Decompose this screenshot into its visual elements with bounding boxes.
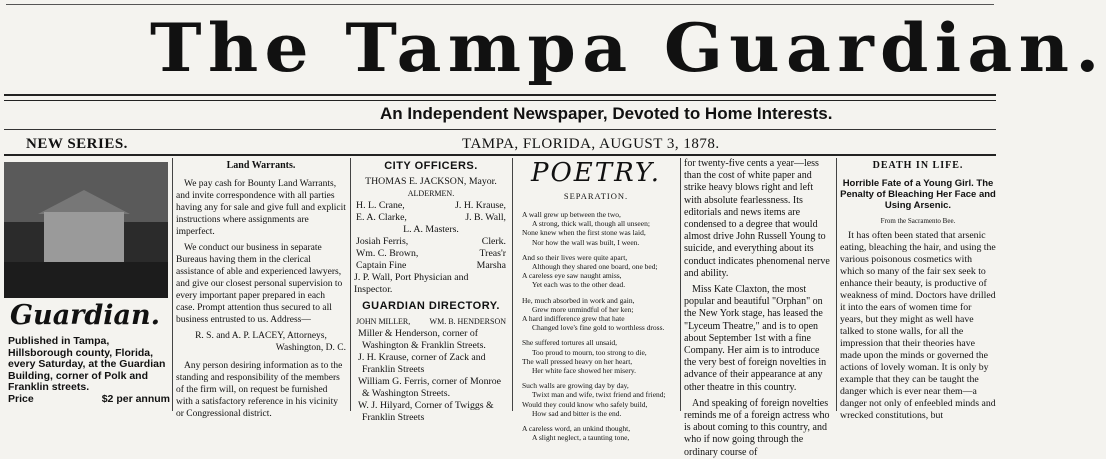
poem-stanza [522,210,676,247]
poetry-column [516,158,676,443]
land-warrants-place: Washington, D. C. [275,343,346,353]
alderman-left: H. L. Crane, [356,200,405,211]
alderman-center: L. A. Masters. [403,224,459,235]
dateline: TAMPA, FLORIDA, AUGUST 3, 1878. [462,136,720,152]
poem-line: How sad and bitter is the end. [532,408,622,418]
news-column [684,158,832,458]
poem-line: Yet each was to the other dead. [532,280,626,290]
poem-stanza [522,424,676,442]
poem-stanza [522,381,676,418]
directory-entry: Miller & Henderson, corner of Washington & Franklin Streets. [358,328,486,351]
directory-entry: W. J. Hilyard, Corner of Twiggs & Franklin Streets [358,400,494,423]
poem-line: He, much absorbed in work and gain, [522,295,635,305]
poem-stanza [522,338,676,375]
directory-heading: GUARDIAN DIRECTORY. [362,300,500,312]
poem-line: Too proud to mourn, too strong to die, [532,347,647,357]
engraving-building [44,212,124,262]
engraving-roof [38,190,130,214]
article-paragraph: It has often been stated that arsenic eating, bleaching the hair, and using the various poisonous cosmetics with which so many of the fair sex seek to enhance their beauty, is productive of weakness of mind. Doctors have drilled it into the ears of women time for years, but they might as well have talked to stone walls, for all the impression that their theories have made upon the minds or governed the actions of lovely woman. It is only by example that they can be taught the danger which is ever near them—a danger not only of enfeebled minds and wrecked constitutions, but [840,230,996,421]
poem-stanza [522,296,676,333]
poem-line: And so their lives were quite apart, [522,252,628,262]
poem-line: Twixt man and wife, twixt friend and friend; [532,390,666,400]
tagline-rule [4,129,996,130]
alderman-right: J. B. Wall, [465,212,506,223]
poem-line: A careless word, an unkind thought, [522,424,631,434]
newspaper-title: The Tampa Guardian. [150,9,1106,87]
poem-line: Changed love's fine gold to worthless dross. [532,323,665,333]
price-value: $2 per annum [101,392,170,405]
folio-rule [4,154,996,156]
land-warrants-p3: Any person desiring information as to the standing and responsibility of the members of the firm will, on request be furnished with a satisfactory reference in his vicinity or Congressional district. [176,361,343,419]
poem-line: A careless eye saw naught amiss, [522,271,622,281]
column-rule [680,158,681,411]
poem-line: None knew when the first stone was laid, [522,228,646,238]
masthead-rule [4,94,996,101]
engraving-ground [4,262,168,298]
treasurer-row [354,248,508,260]
city-officers-column [354,158,508,423]
poem-stanza [522,253,676,290]
column-rule [512,158,513,411]
directory-names-row [354,316,508,328]
alderman-right: J. H. Krause, [455,200,506,211]
poem-line: Nor how the wall was built, I ween. [532,237,640,247]
column-rule [172,158,173,411]
marshal-title: Marsha [476,260,506,271]
paper-name: Guardian. [10,300,161,331]
poem-title: SEPARATION. [563,191,629,201]
article-heading: DEATH IN LIFE. [872,160,964,171]
poem-line: Such walls are growing day by day, [522,381,629,391]
alderman-left: E. A. Clarke, [356,212,407,223]
land-warrants-signature: R. S. and A. P. LACEY, Attorneys, [195,331,327,341]
article-source: From the Sacramento Bee. [880,217,956,225]
poem-line: A hard indifference grew that hate [522,314,625,324]
tagline: An Independent Newspaper, Devoted to Home Interests. [380,104,833,123]
clerk-name: Josiah Ferris, [356,236,409,247]
treasurer-title: Treas'r [479,248,506,259]
price-line [8,394,170,406]
top-rule [6,4,994,5]
poem-line: Although they shared one board, one bed; [532,262,658,272]
aldermen-label: ALDERMEN. [407,189,455,198]
treasurer-name: Wm. C. Brown, [356,248,419,259]
poem-line: Her white face showed her misery. [532,366,637,376]
poem-line: A wall grew up between the two, [522,210,621,219]
mayor-line: THOMAS E. JACKSON, Mayor. [365,176,497,187]
alderman-row [354,200,508,212]
publication-text: Published in Tampa, Hillsborough county, Florida, every Saturday, at the Guardian Building, corner of Polk and Franklin streets. [8,335,166,393]
land-warrants-p1: We pay cash for Bounty Land Warrants, and invite correspondence with all parties having any for sale and give full and explicit instructions where assignments are imperfect. [176,179,346,237]
masthead [0,0,1106,96]
marshal-row [354,260,508,272]
article-subheading: Horrible Fate of a Young Girl. The Penalty of Bleaching Her Face and Using Arsenic. [840,178,996,211]
poem-line: A strong, thick wall, though all unseen; [532,219,650,229]
price-label: Price [8,392,34,405]
alderman-row [354,212,508,224]
directory-entry: J. H. Krause, corner of Zack and Franklin Streets [358,352,486,375]
physician-line: J. P. Wall, Port Physician and Inspector. [354,272,469,295]
news-paragraph: Miss Kate Claxton, the most popular and beautiful "Orphan" on the New York stage, has leased the "Lyceum Theatre," and is to open about September 1st with a fine Company. Her aim is to introduce the very best of foreign novelties in advance of their appearance at any other theatre in this country. [684,284,827,393]
clerk-title: Clerk. [481,236,506,247]
marshal-name: Captain Fine [356,260,407,271]
land-warrants-heading: Land Warrants. [226,160,296,171]
poem-line: She suffered tortures all unsaid, [522,338,618,348]
poem-line: Grew more unmindful of her ken; [532,304,634,314]
poem-line: The wall pressed heavy on her heart, [522,356,633,366]
land-warrants-p2: We conduct our business in separate Bureaus having them in the clerical assistance of able and experienced lawyers, and give our closest personal supervision to every important paper prepared in each case. Prompt attention thus secured to all business entrusted to us. Address— [176,243,343,325]
news-paragraph: And speaking of foreign novelties reminds me of a foreign actress who is about coming to this country, and who if now going through the ordinary course of [684,397,830,458]
city-officers-heading: CITY OFFICERS. [384,160,478,172]
poem-line: Would they could know who safely build, [522,399,648,409]
building-engraving [4,162,168,298]
publication-notice [8,336,170,405]
news-paragraph: for twenty-five cents a year—less than the cost of white paper and strike heavy blows right and left with absolute fearlessness. Its editorials and news items are condensed to a degree that would almost drive John Russell Young to suicide, and everything about its conduct indicates phenomenal nerve and ability. [684,158,830,279]
land-warrants-column [176,158,346,419]
death-in-life-column [840,158,996,421]
poetry-heading: POETRY. [531,158,661,188]
directory-name-right: WM. B. HENDERSON [429,317,506,326]
series-label: NEW SERIES. [26,136,128,152]
directory-name-left: JOHN MILLER, [356,317,411,326]
clerk-row [354,236,508,248]
directory-entry: William G. Ferris, corner of Monroe & Washington Streets. [358,376,501,399]
column-rule [836,158,837,411]
poem-line: A slight neglect, a taunting tone, [532,433,630,443]
column-rule [350,158,351,411]
